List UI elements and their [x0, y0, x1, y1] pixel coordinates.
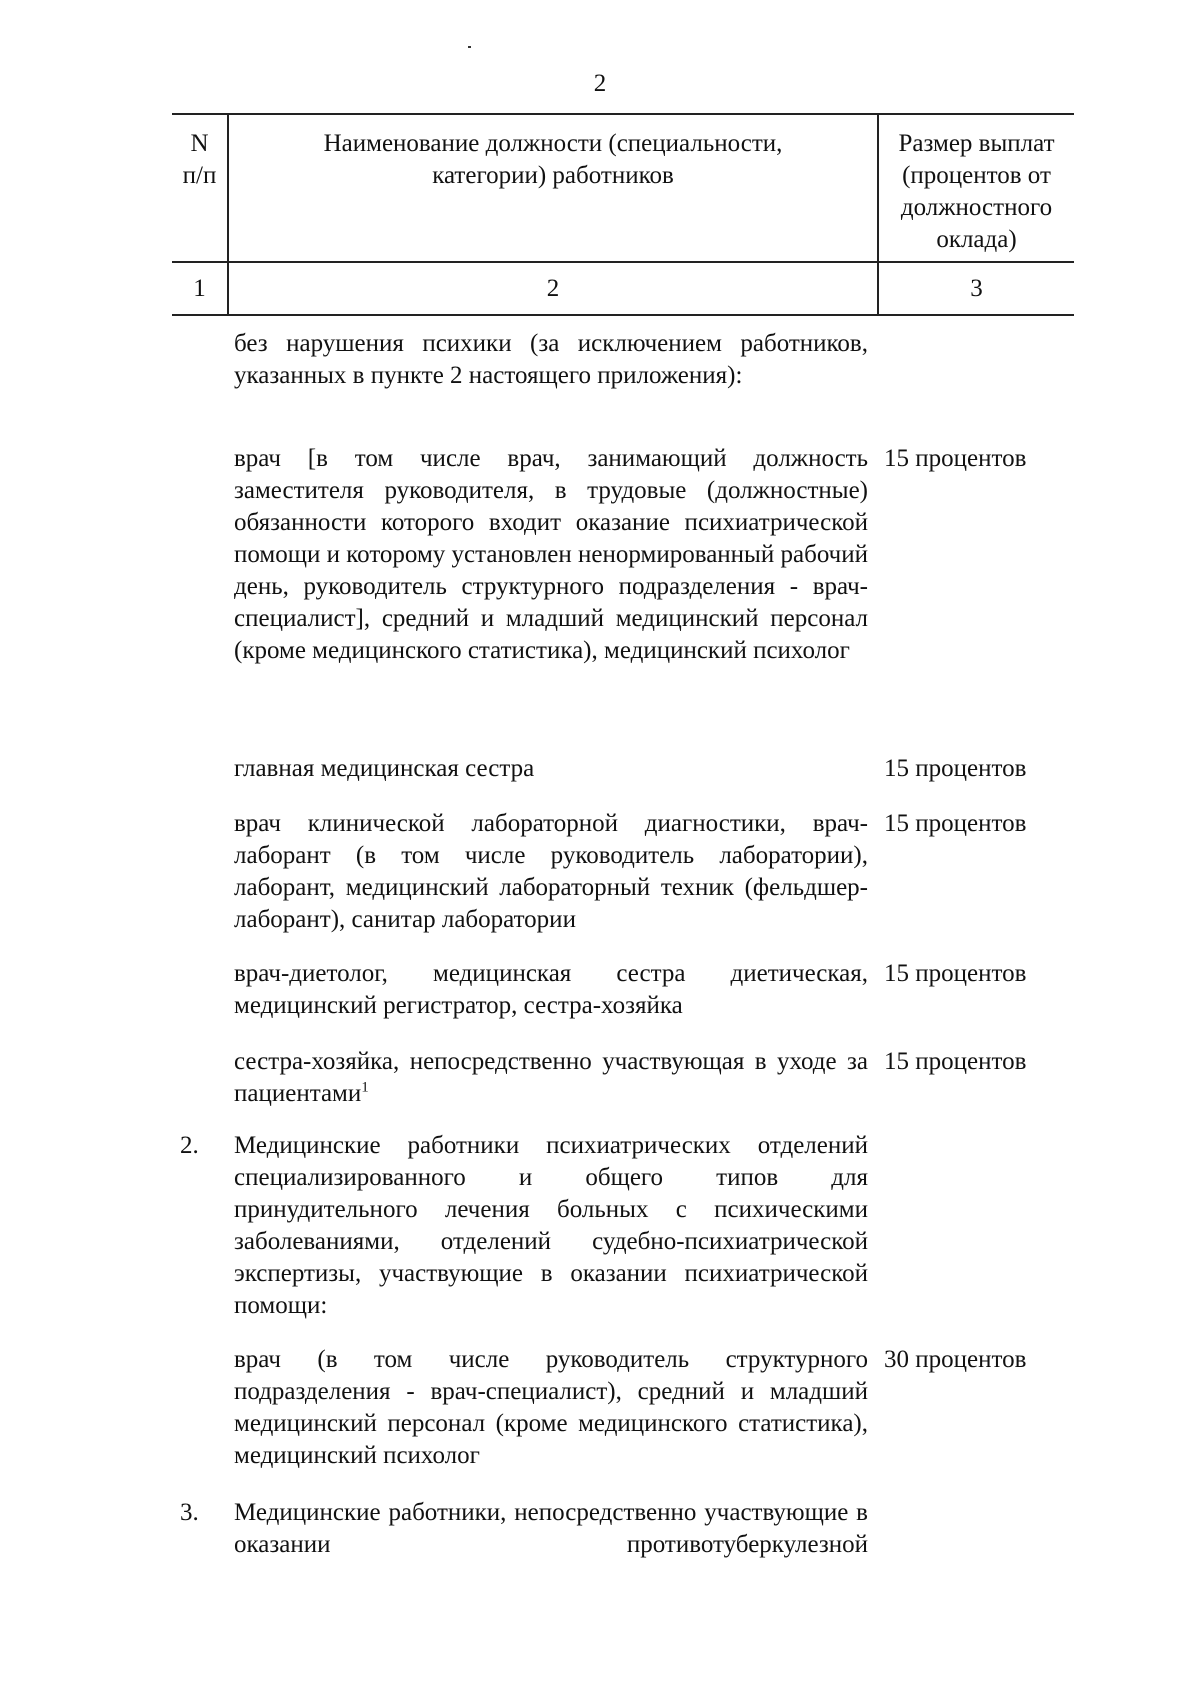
- row-text: Медицинские работники, непосредственно участвующие в оказании противотуберкулезной: [234, 1499, 868, 1558]
- row-text: без нарушения психики (за исключением работников, указанных в пункте 2 настоящего приложения):: [234, 330, 868, 389]
- row-number: 2.: [180, 1132, 199, 1159]
- header-col-number-index: 1: [193, 275, 206, 302]
- header-col-payment: Размер выплат (процентов от должностного оклада): [898, 130, 1055, 253]
- row-number: 3.: [180, 1499, 199, 1526]
- page-number: 2: [593, 70, 607, 97]
- row-text: врач-диетолог, медицинская сестра диетическая, медицинский регистратор, сестра-хозяйка: [234, 960, 868, 1019]
- row-amount: 15 процентов: [884, 445, 1027, 472]
- table-header: [172, 113, 1074, 316]
- header-col-number: N п/п: [182, 130, 217, 189]
- row-amount: 15 процентов: [884, 810, 1027, 837]
- header-col-payment-index: 3: [970, 275, 983, 302]
- row-amount: 30 процентов: [884, 1346, 1027, 1373]
- row-text: Медицинские работники психиатрических отделений специализированного и общего типов для принудительного лечения больных с психическими заболеваниями, отделений судебно-психиатрической экспертизы, участвующие в оказании психиатрической помощи:: [234, 1132, 868, 1319]
- row-text-with-footnote: сестра-хозяйка, непосредственно участвующая в уходе за пациентами$^1$: [234, 1048, 868, 1107]
- row-amount: 15 процентов: [884, 755, 1027, 782]
- header-bottom-rule: [172, 314, 1074, 316]
- row-text: врач клинической лабораторной диагностики, врач-лаборант (в том числе руководитель лаборатории), лаборант, медицинский лабораторный техник (фельдшер-лаборант), санитар лаборатории: [234, 810, 868, 933]
- header-col-position-index: 2: [546, 275, 560, 302]
- row-text: главная медицинская сестра: [234, 755, 535, 782]
- header-middle-rule: [172, 261, 1074, 263]
- header-top-rule: [172, 113, 1074, 115]
- header-col-position: Наименование должности (специальности, категории) работников: [323, 130, 783, 189]
- row-text: врач [в том числе врач, занимающий должность заместителя руководителя, в трудовые (должностные) обязанности которого входит оказание психиатрической помощи и которому установлен ненормированный рабочий день, руководитель структурного подразделения - врач-специалист], средний и младший медицинский персонал (кроме медицинского статистика), медицинский психолог: [234, 445, 868, 664]
- row-amount: 15 процентов: [884, 960, 1027, 987]
- row-amount: 15 процентов: [884, 1048, 1027, 1075]
- scan-speck: [468, 46, 471, 48]
- footnote-marker: 1: [361, 1079, 369, 1096]
- row-text: врач (в том числе руководитель структурного подразделения - врач-специалист), средний и младший медицинский персонал (кроме медицинского статистика), медицинский психолог: [234, 1346, 868, 1469]
